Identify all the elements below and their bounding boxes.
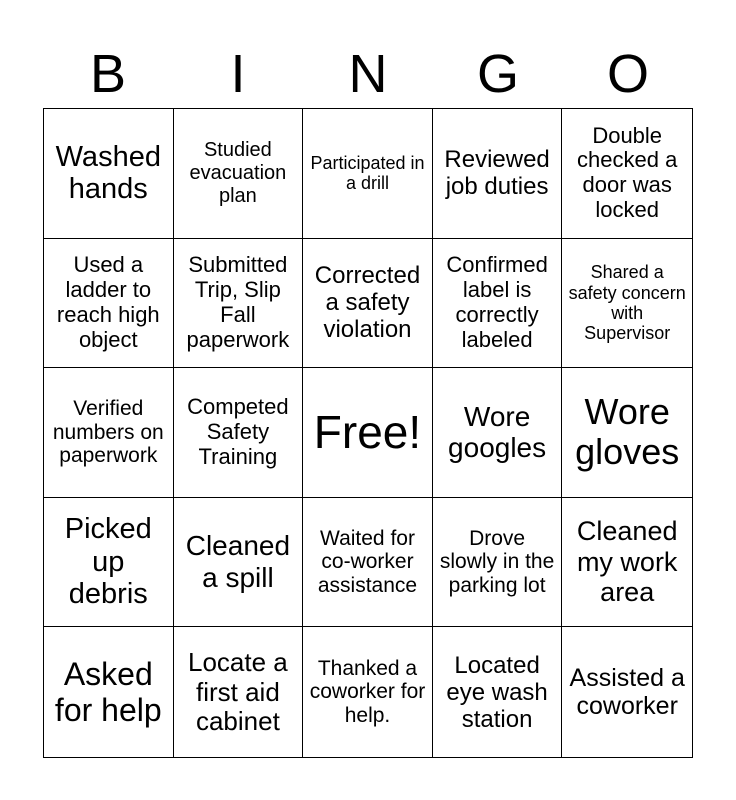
bingo-cell-text: Waited for co-worker assistance — [317, 526, 418, 597]
bingo-cell-r4-c4[interactable] — [433, 498, 563, 628]
bingo-header — [43, 40, 693, 108]
header-letter-b: B — [89, 44, 127, 104]
bingo-cell-r2-c3[interactable] — [303, 239, 433, 369]
bingo-cell-text: Reviewed job duties — [444, 146, 550, 201]
bingo-board — [43, 108, 693, 758]
bingo-cell-r1-c2[interactable] — [174, 109, 304, 239]
bingo-cell-r1-c3[interactable] — [303, 109, 433, 239]
bingo-cell-text: Picked up debris — [64, 512, 152, 611]
bingo-cell-text: Cleaned my work area — [576, 516, 678, 608]
header-letter-n: N — [348, 44, 388, 104]
bingo-cell-text: Shared a safety concern with Supervisor — [568, 262, 686, 344]
bingo-cell-text: Double checked a door was locked — [577, 122, 678, 223]
bingo-cell-text: Located eye wash station — [446, 651, 548, 733]
bingo-cell-text: Used a ladder to reach high object — [56, 252, 160, 352]
bingo-cell-text: Corrected a safety violation — [314, 262, 421, 344]
bingo-cell-text: Submitted Trip, Slip Fall paperwork — [186, 252, 290, 352]
bingo-cell-text: Washed hands — [55, 140, 161, 206]
bingo-cell-r5-c4[interactable] — [433, 627, 563, 757]
bingo-cell-text: Competed Safety Training — [187, 394, 289, 469]
bingo-cell-r3-c3[interactable] — [303, 368, 433, 498]
bingo-cell-text: Free! — [313, 405, 422, 458]
bingo-cell-text: Confirmed label is correctly labeled — [446, 252, 548, 352]
bingo-cell-r3-c2[interactable] — [174, 368, 304, 498]
bingo-cell-r1-c5[interactable] — [562, 109, 692, 239]
bingo-cell-r4-c1[interactable] — [44, 498, 174, 628]
header-letter-g: G — [476, 44, 519, 104]
bingo-cell-r2-c4[interactable] — [433, 239, 563, 369]
bingo-cell-r4-c2[interactable] — [174, 498, 304, 628]
bingo-cell-r2-c5[interactable] — [562, 239, 692, 369]
bingo-cell-r2-c1[interactable] — [44, 239, 174, 369]
bingo-cell-r1-c1[interactable] — [44, 109, 174, 239]
bingo-cell-text: Drove slowly in the parking lot — [439, 526, 555, 597]
header-letter-o: O — [606, 44, 649, 104]
bingo-cell-text: Studied evacuation plan — [189, 139, 287, 207]
bingo-cell-r1-c4[interactable] — [433, 109, 563, 239]
bingo-cell-r4-c5[interactable] — [562, 498, 692, 628]
bingo-cell-text: Assisted a coworker — [569, 663, 685, 721]
bingo-cell-r5-c1[interactable] — [44, 627, 174, 757]
bingo-cell-r3-c5[interactable] — [562, 368, 692, 498]
bingo-cell-text: Participated in a drill — [310, 152, 425, 194]
bingo-cell-r5-c5[interactable] — [562, 627, 692, 757]
bingo-cell-text: Wore googles — [448, 400, 547, 464]
bingo-cell-text: Asked for help — [54, 656, 162, 729]
bingo-cell-text: Locate a first aid cabinet — [188, 647, 288, 736]
header-letter-i: I — [230, 44, 246, 104]
bingo-cell-r4-c3[interactable] — [303, 498, 433, 628]
bingo-cell-r3-c1[interactable] — [44, 368, 174, 498]
bingo-cell-text: Cleaned a spill — [185, 530, 291, 594]
bingo-cell-r3-c4[interactable] — [433, 368, 563, 498]
bingo-cell-text: Thanked a coworker for help. — [309, 656, 426, 728]
bingo-cell-r2-c2[interactable] — [174, 239, 304, 369]
bingo-cell-r5-c2[interactable] — [174, 627, 304, 757]
bingo-cell-text: Verified numbers on paperwork — [52, 396, 164, 468]
bingo-cell-r5-c3[interactable] — [303, 627, 433, 757]
bingo-cell-text: Wore gloves — [575, 390, 680, 473]
